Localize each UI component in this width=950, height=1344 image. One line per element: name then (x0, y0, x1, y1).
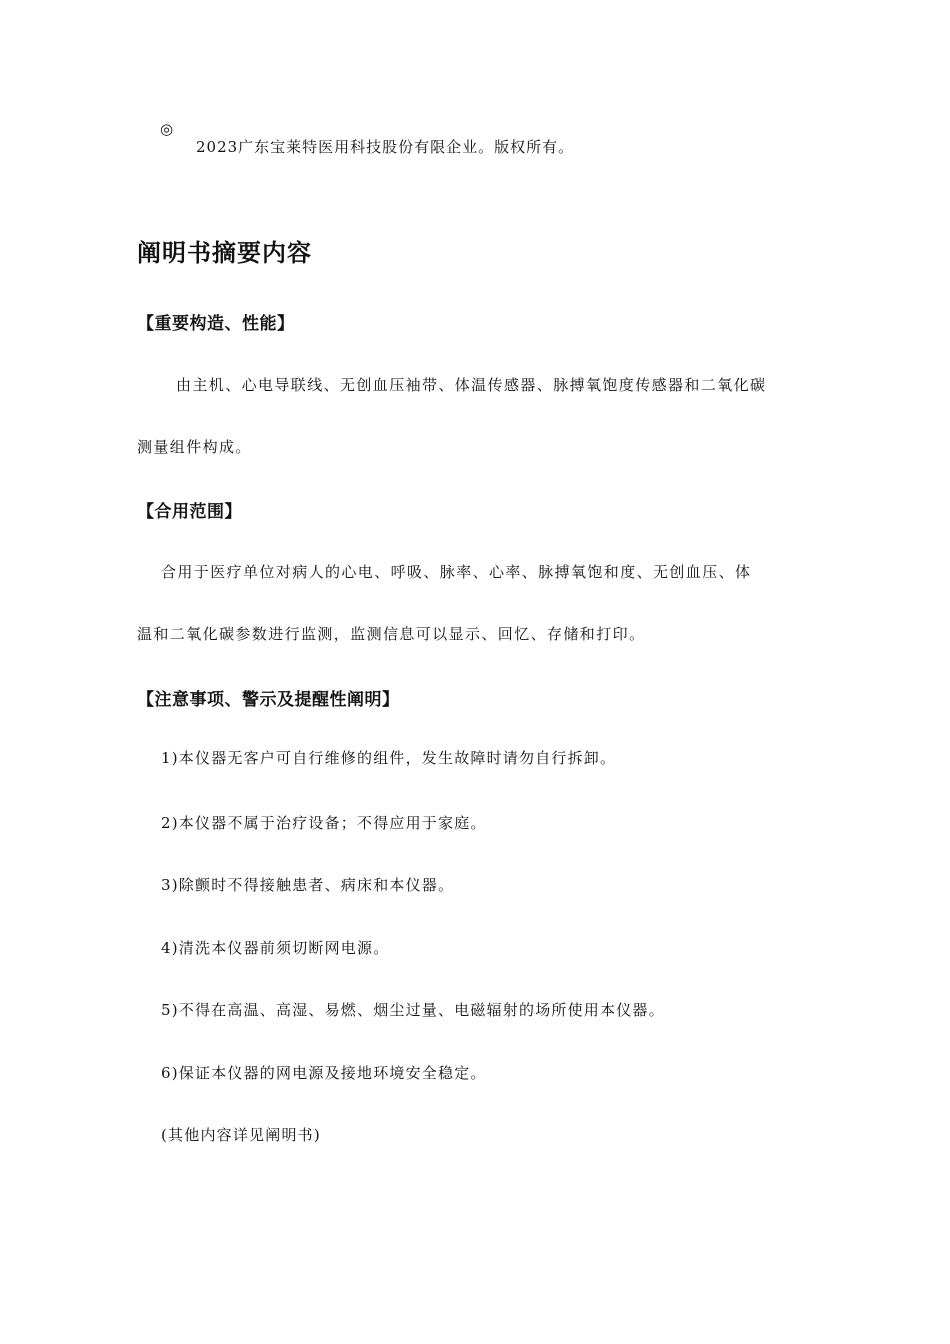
copyright-text: 2023广东宝莱特医用科技股份有限企业。版权所有。 (196, 138, 575, 156)
copyright-symbol-icon: ◎ (160, 120, 174, 138)
scope-paragraph-line-2: 温和二氧化碳参数进行监测，监测信息可以显示、回忆、存储和打印。 (137, 625, 646, 643)
section-heading-notes: 【注意事项、警示及提醒性阐明】 (137, 690, 400, 710)
structure-paragraph-line-1: 由主机、心电导联线、无创血压袖带、体温传感器、脉搏氧饱度传感器和二氧化碳 (176, 376, 767, 394)
notes-list-item: 3)除颤时不得接触患者、病床和本仪器。 (161, 876, 455, 894)
notes-list-item: 6)保证本仪器的网电源及接地环境安全稳定。 (161, 1064, 487, 1082)
notes-list-item: 1)本仪器无客户可自行维修的组件，发生故障时请勿自行拆卸。 (161, 749, 617, 767)
section-heading-scope: 【合用范围】 (137, 502, 242, 522)
section-heading-structure: 【重要构造、性能】 (137, 314, 295, 334)
structure-paragraph-line-2: 测量组件构成。 (137, 438, 252, 456)
notes-list-item: 4)清洗本仪器前须切断网电源。 (161, 939, 390, 957)
scope-paragraph-line-1: 合用于医疗单位对病人的心电、呼吸、脉率、心率、脉搏氧饱和度、无创血压、体 (161, 563, 752, 581)
notes-footer: (其他内容详见阐明书) (161, 1126, 321, 1144)
notes-list-item: 2)本仪器不属于治疗设备；不得应用于家庭。 (161, 814, 487, 832)
page-title: 阐明书摘要内容 (137, 239, 312, 267)
notes-list-item: 5)不得在高温、高湿、易燃、烟尘过量、电磁辐射的场所使用本仪器。 (161, 1001, 665, 1019)
